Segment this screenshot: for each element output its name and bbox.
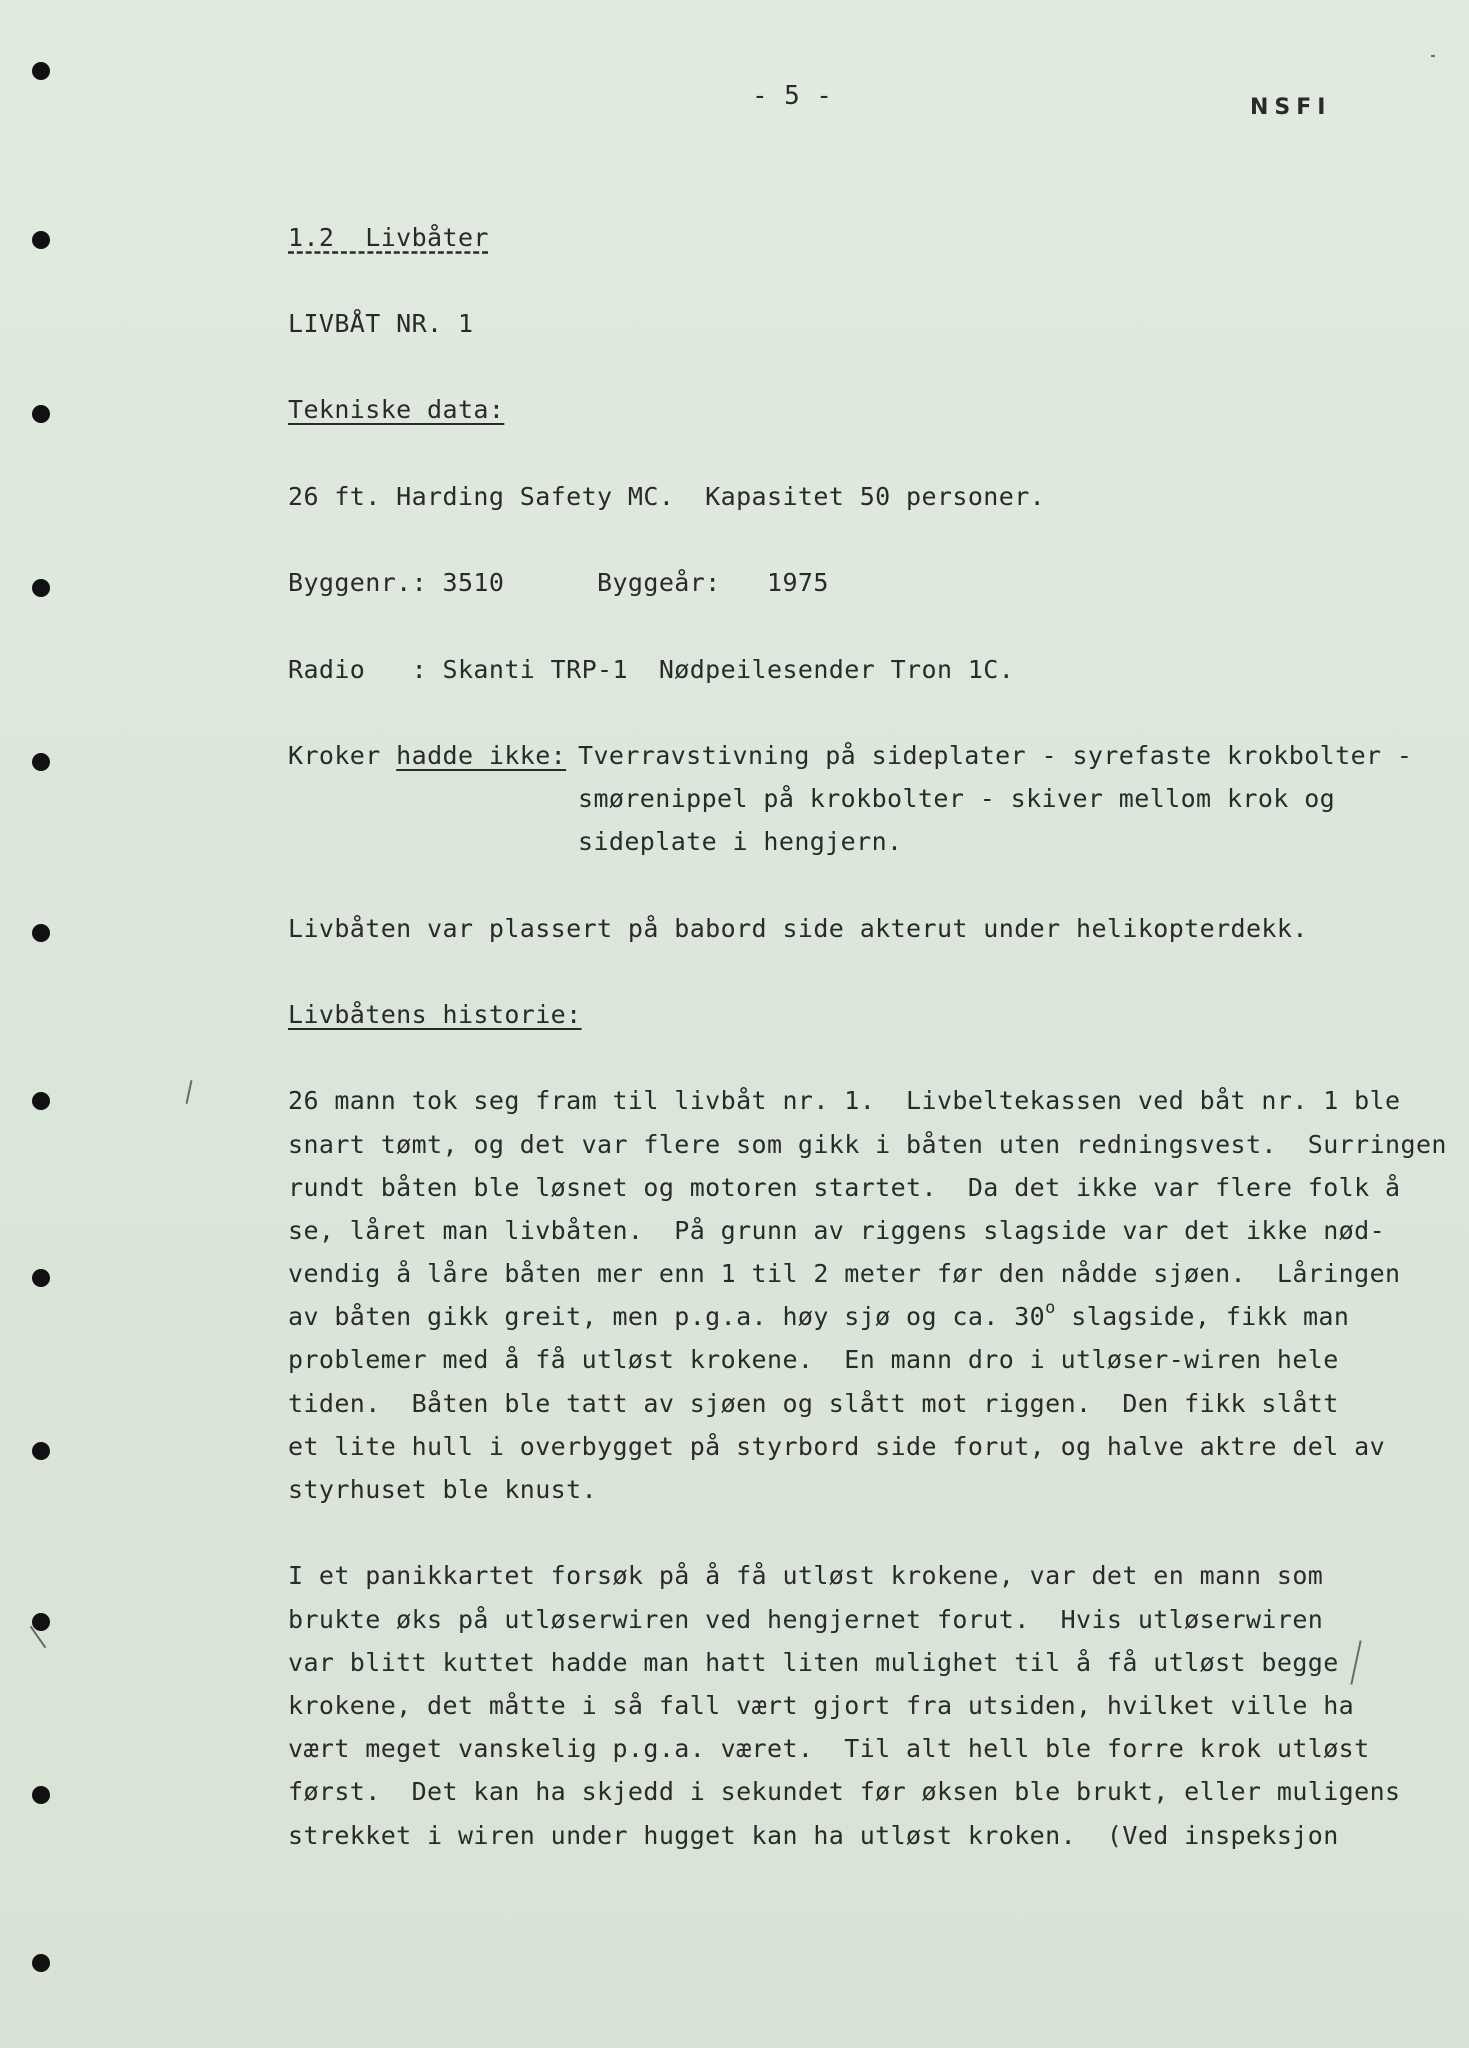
tech-data-label: Tekniske data: <box>288 395 505 424</box>
punch-hole <box>32 1269 50 1287</box>
punch-hole <box>32 1092 50 1110</box>
paragraph-line: krokene, det måtte i så fall vært gjort fra utsiden, hvilket ville ha <box>288 1691 1355 1720</box>
punch-hole <box>32 753 50 771</box>
paragraph-line: tiden. Båten ble tatt av sjøen og slått mot riggen. Den fikk slått <box>288 1389 1339 1418</box>
paragraph-line: problemer med å få utløst krokene. En mann dro i utløser-wiren hele <box>288 1345 1339 1374</box>
paragraph-line: styrhuset ble knust. <box>288 1475 598 1504</box>
hooks-line: smørenippel på krokbolter - skiver mellom krok og <box>578 784 1336 813</box>
paragraph-line: rundt båten ble løsnet og motoren startet. Da det ikke var flere folk å <box>288 1173 1401 1202</box>
paragraph-line: var blitt kuttet hadde man hatt liten mulighet til å få utløst begge <box>288 1648 1339 1677</box>
paragraph-line: snart tømt, og det var flere som gikk i båten uten redningsvest. Surringen <box>288 1130 1447 1159</box>
scan-mark <box>1431 55 1435 57</box>
paragraph-line: I et panikkartet forsøk på å få utløst krokene, var det en mann som <box>288 1561 1324 1590</box>
paragraph-line-end: slagside, fikk man <box>1055 1302 1350 1331</box>
paragraph-line: brukte øks på utløserwiren ved hengjernet forut. Hvis utløserwiren <box>288 1605 1324 1634</box>
paragraph-line: se, låret man livbåten. På grunn av riggens slagside var det ikke nød- <box>288 1216 1386 1245</box>
scan-mark <box>1350 1640 1361 1684</box>
hooks-line: Tverravstivning på sideplater - syrefaste krokbolter - <box>578 741 1413 770</box>
history-label: Livbåtens historie: <box>288 1000 582 1029</box>
scan-mark <box>186 1080 193 1104</box>
paragraph-line: vært meget vanskelig p.g.a. været. Til alt hell ble forre krok utløst <box>288 1734 1370 1763</box>
degree-symbol: o <box>1045 1298 1056 1318</box>
paragraph-line-start: av båten gikk greit, men p.g.a. høy sjø og ca. 30 <box>288 1302 1046 1331</box>
paragraph-line: strekket i wiren under hugget kan ha utløst kroken. (Ved inspeksjon <box>288 1821 1339 1850</box>
paragraph-line: 26 mann tok seg fram til livbåt nr. 1. Livbeltekassen ved båt nr. 1 ble <box>288 1086 1401 1115</box>
paragraph-line <box>288 1298 1350 1333</box>
boat-title: LIVBÅT NR. 1 <box>288 309 474 338</box>
punch-hole <box>32 924 50 942</box>
paragraph-line: først. Det kan ha skjedd i sekundet før øksen ble brukt, eller muligens <box>288 1777 1401 1806</box>
paragraph-line: et lite hull i overbygget på styrbord side forut, og halve aktre del av <box>288 1432 1386 1461</box>
spec-line: 26 ft. Harding Safety MC. Kapasitet 50 personer. <box>288 482 1046 511</box>
punch-hole <box>32 62 50 80</box>
page-number: - 5 - <box>752 81 833 111</box>
punch-hole <box>32 231 50 249</box>
punch-hole <box>32 579 50 597</box>
punch-hole <box>32 1786 50 1804</box>
punch-hole <box>32 1613 50 1631</box>
punch-hole <box>32 1954 50 1972</box>
hooks-line: sideplate i hengjern. <box>578 827 903 856</box>
section-heading: 1.2 Livbåter <box>288 223 489 252</box>
placement-line: Livbåten var plassert på babord side akterut under helikopterdekk. <box>288 914 1308 943</box>
punch-hole <box>32 405 50 423</box>
hooks-label-prefix: Kroker <box>288 741 397 770</box>
hooks-label-underlined: hadde ikke: <box>396 741 567 770</box>
build-line: Byggenr.: 3510 Byggeår: 1975 <box>288 568 829 597</box>
institution-code: NSFI <box>1250 95 1332 120</box>
punch-hole <box>32 1442 50 1460</box>
radio-line: Radio : Skanti TRP-1 Nødpeilesender Tron 1C. <box>288 655 1015 684</box>
hooks-label <box>288 740 566 772</box>
paragraph-line: vendig å låre båten mer enn 1 til 2 meter før den nådde sjøen. Låringen <box>288 1259 1401 1288</box>
